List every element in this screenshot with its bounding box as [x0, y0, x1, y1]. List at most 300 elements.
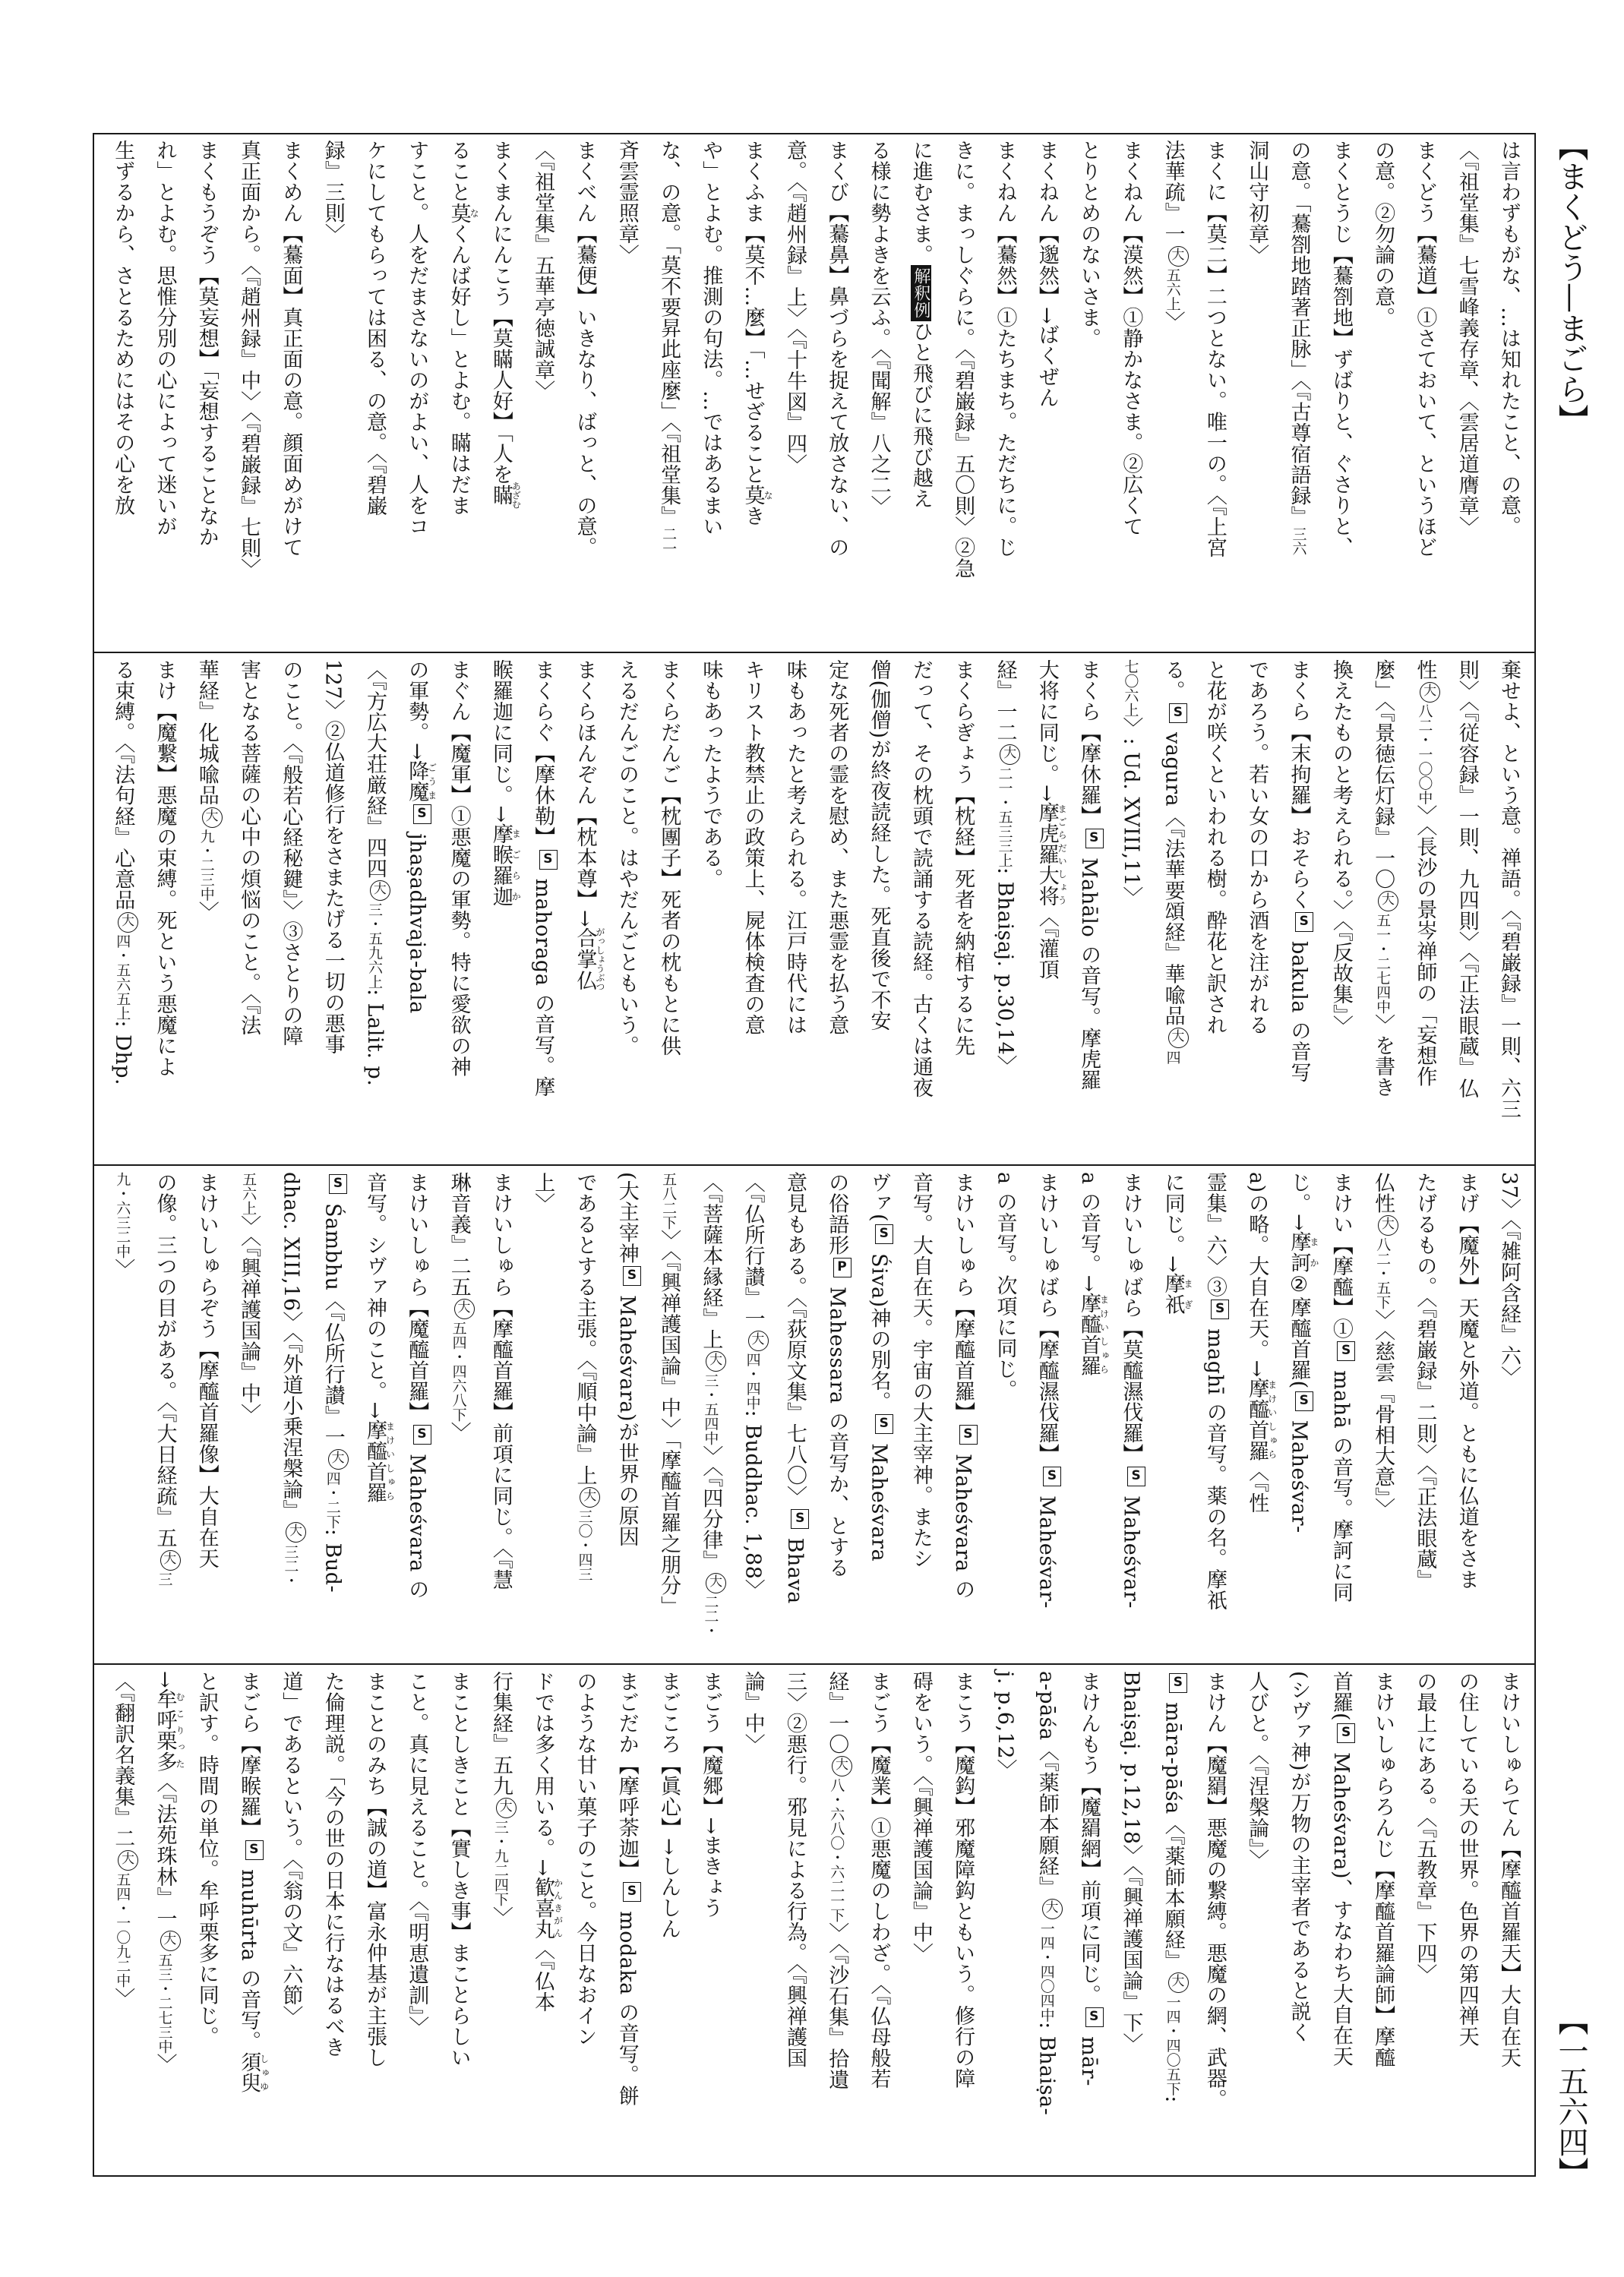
- ruby-word: [405, 760, 438, 803]
- reference-numerals: 二一・五三三上: [996, 766, 1013, 867]
- text-column: [605, 1671, 647, 2174]
- text-column: や」とよむ。推測の句法。…ではあるまい: [699, 140, 723, 537]
- text-column: たげるもの。〈『碧巌録』二則〉〈『正法眼蔵』: [1413, 1172, 1437, 1590]
- text-column: のこと。〈『般若心経秘鍵』〉③さとりの障: [279, 659, 303, 1047]
- ruby-word: [1245, 1377, 1278, 1461]
- text-column: まけいしゅらてん【摩醯首羅天】大自在天: [1497, 1671, 1521, 2068]
- text-run: であるとする主張。〈『順中論』上: [573, 1172, 597, 1486]
- text-run: まけいしゅばら【摩醯濕伐羅】: [1035, 1172, 1059, 1464]
- ruby-base: 歓喜丸: [531, 1876, 555, 1940]
- text-run: ドでは多く用いる。→: [531, 1671, 555, 1877]
- ruby-reading: かんきがん: [552, 1876, 564, 1940]
- text-run: : Dhp.: [111, 1020, 135, 1086]
- ruby-reading: な: [469, 202, 480, 223]
- ruby-word: [447, 202, 480, 224]
- language-marker: S: [1211, 1300, 1229, 1319]
- text-column: [731, 140, 773, 651]
- text-column: る様に勢よきを云ふ。〈『聞解』八之二〉: [867, 140, 891, 516]
- text-column: [1278, 659, 1319, 1164]
- text-column: とりとめのないさま。: [1077, 140, 1101, 349]
- ruby-base: 須臾: [237, 2051, 261, 2094]
- reference-numerals: 三六: [1290, 526, 1307, 556]
- text-run: 音写。シヴァ神のこと。→: [362, 1172, 387, 1420]
- taisho-marker: 大: [160, 1931, 181, 1951]
- ruby-base: 摩醯首羅: [362, 1419, 387, 1503]
- ruby-word: [531, 1876, 564, 1940]
- text-run: : Buddhac. 1,88〉: [741, 1410, 765, 1600]
- text-column: 真正面から。〈『趙州録』中〉〈『碧巌録』七則〉: [237, 140, 261, 580]
- text-run: 首羅(: [1329, 1671, 1353, 1722]
- language-marker: S: [413, 1425, 431, 1445]
- text-run: Maheśvara: [867, 1436, 891, 1562]
- text-column: まことのみち【誠の道】富永仲基が主張し: [362, 1671, 387, 2068]
- text-column: [1152, 1172, 1193, 1663]
- reference-numerals: 一四・四〇四中: [1038, 1921, 1055, 2023]
- text-run: の俗語形: [825, 1172, 849, 1255]
- gloss-label: 解釈例: [911, 265, 931, 321]
- text-run: →: [153, 1671, 177, 1689]
- ruby-word: [573, 927, 605, 991]
- taisho-marker: 大: [1420, 682, 1440, 703]
- text-column: [1194, 1172, 1236, 1663]
- ruby-reading: がっしょうぶつ: [594, 927, 605, 991]
- text-column: [354, 1172, 396, 1663]
- reference-numerals: 七〇六上: [1122, 659, 1139, 717]
- text-column: キリスト教禁止の政策上、屍体検査の意: [741, 659, 765, 1035]
- taisho-marker: 大: [454, 1299, 475, 1319]
- language-marker: S: [1085, 829, 1104, 848]
- text-run: まくら【末拘羅】おそらく: [1287, 659, 1311, 910]
- taisho-marker: 大: [202, 807, 223, 828]
- ruby-word: [1077, 1292, 1110, 1376]
- text-column: まくめん【驀面】真正面の意。顔面めがけて: [279, 140, 303, 557]
- entry-band-3: [99, 1167, 1530, 1663]
- reference-numerals: 五六上: [1164, 267, 1181, 311]
- text-column: まくもうぞう【莫妄想】「妄想することなか: [194, 140, 219, 548]
- text-column: 道」であるという。〈『翁の文』六節〉: [279, 1671, 303, 2026]
- text-run: の軍勢。→: [405, 659, 429, 761]
- language-marker: S: [1127, 1467, 1145, 1486]
- ruby-word: [1035, 802, 1068, 907]
- text-run: ひと飛びに飛び越え: [908, 321, 933, 509]
- text-column: 碍をいう。〈『興禅護国論』中〉: [908, 1671, 933, 1964]
- text-run: Maheśvara)が世界の原因: [615, 1288, 639, 1547]
- text-run: a)の略。大自在天。→: [1245, 1172, 1269, 1378]
- text-run: 〈『仏本: [531, 1939, 555, 2013]
- reference-numerals: 九・六三二中: [114, 1172, 131, 1259]
- text-run: 〈『法苑珠林』一: [153, 1772, 177, 1929]
- text-column: た倫理説。「今の世の日本に行なはるべき: [321, 1671, 345, 2058]
- text-column: 意。〈『趙州録』上〉〈『十牛図』四〉: [782, 140, 807, 475]
- text-column: まことしきこと【實しき事】まことらしい: [447, 1671, 471, 2068]
- ruby-base: 瞞: [488, 481, 513, 509]
- text-column: [1025, 1671, 1067, 2174]
- text-run: 経』一二: [993, 659, 1017, 743]
- text-column: であろう。若い女の口から酒を注がれる: [1245, 659, 1269, 1035]
- text-column: [1362, 1172, 1404, 1663]
- text-column: [228, 1172, 270, 1663]
- text-run: 〉: [447, 1422, 471, 1443]
- text-column: まけ【魔繋】悪魔の束縛。死という悪魔によ: [153, 659, 177, 1077]
- text-run: 〉〈慈雲『骨相大意』〉: [1371, 1309, 1395, 1519]
- text-column: [480, 1671, 522, 2174]
- text-run: じ。→: [1287, 1172, 1311, 1232]
- text-run: に同じ。→: [1161, 1172, 1185, 1274]
- text-run: 〉を書き: [1371, 1014, 1395, 1097]
- text-column: のような甘い菓子のこと。今日なおイン: [573, 1671, 597, 2047]
- text-run: 〉〈『沙石集』拾遺: [825, 1922, 849, 2090]
- text-column: (シヴァ神)が万物の主宰者であると説く: [1287, 1671, 1311, 2043]
- text-column: [648, 1172, 690, 1663]
- language-marker: S: [1295, 1391, 1313, 1411]
- text-column: まごう【魔郷】→まきょう: [699, 1671, 723, 1919]
- text-run: る。: [1161, 659, 1185, 701]
- text-run: な、の意。「莫不要昇此座麼」〈『祖堂集』: [657, 140, 681, 527]
- text-run: 〉: [153, 2053, 177, 2075]
- text-run: くんば好し」とよむ。瞞はだま: [447, 223, 471, 516]
- text-column: まくに【莫二】二つとない。唯一の。〈『上宮: [1202, 140, 1227, 558]
- ruby-base: 摩訶: [1287, 1231, 1311, 1274]
- text-column: [648, 140, 690, 651]
- text-column: きに。まっしぐらに。〈『碧巌録』五〇則〉②急: [951, 140, 975, 579]
- text-column: [438, 140, 479, 651]
- text-run: a-pāśa〈『薬師本願経』: [1035, 1671, 1059, 1898]
- ruby-word: [1287, 1231, 1320, 1274]
- language-marker: S: [959, 1425, 978, 1445]
- ruby-base: 合掌仏: [573, 927, 597, 991]
- text-run: :: [1161, 2095, 1185, 2103]
- text-column: だって、その枕頭で読誦する読経。古くは通夜: [908, 659, 933, 1098]
- language-marker: S: [791, 1509, 809, 1529]
- text-run: ること: [447, 140, 471, 203]
- text-column: [1068, 659, 1110, 1164]
- text-column: まくねん【驀然】①たちまち。ただちに。じ: [993, 140, 1017, 557]
- text-column: 〈『祖堂集』五華亭徳誠章〉: [531, 140, 555, 401]
- text-run: まくふま【莫不…麼】「…せざること: [741, 140, 765, 485]
- text-run: Mahālo の音写。摩虎羅: [1077, 851, 1101, 1091]
- text-column: [816, 1671, 858, 2174]
- ruby-base: 摩祇: [1161, 1273, 1185, 1315]
- text-column: ケにしてもらっては困る、の意。〈『碧巌: [362, 140, 387, 516]
- text-column: 三〉②悪行。邪見による行為。〈『興禅護国: [782, 1671, 807, 2068]
- text-column: [1404, 659, 1445, 1164]
- text-column: まくらぎょう【枕経】死者を納棺するに先: [951, 659, 975, 1056]
- text-run: 〈『性: [1245, 1461, 1269, 1514]
- language-marker: S: [623, 1266, 641, 1286]
- text-run: に進むさま。: [908, 140, 933, 265]
- entry-band-2: [99, 655, 1530, 1164]
- text-run: まけい【摩醯】①: [1329, 1172, 1353, 1339]
- text-run: ヴァ(: [867, 1172, 891, 1223]
- text-column: [1320, 1172, 1362, 1663]
- text-run: 〉〈『四分律』: [699, 1445, 723, 1571]
- ruby-word: [237, 2051, 270, 2094]
- reference-numerals: 八二・一〇〇中: [1416, 703, 1433, 805]
- text-run: 〉〈『興禅護国論』中〉: [237, 1215, 261, 1425]
- ruby-word: [488, 481, 522, 509]
- text-column: [102, 659, 144, 1164]
- text-column: [564, 1172, 605, 1663]
- text-column: [522, 659, 564, 1164]
- text-column: 人びと。〈『涅槃論』〉: [1245, 1671, 1269, 1870]
- text-run: 〈『菩薩本縁経』上: [699, 1172, 723, 1350]
- text-run: : Bud-: [321, 1528, 345, 1593]
- text-run: māra-pāśa〈『薬師本願経』: [1161, 1695, 1185, 1972]
- band-divider: [93, 1164, 1536, 1166]
- language-marker: S: [1337, 1723, 1355, 1743]
- text-run: まくらぐ【摩休勒】: [531, 659, 555, 848]
- text-run: dhac. XIII,16〉〈『外道小乗涅槃論』: [279, 1172, 303, 1521]
- text-run: Bhava: [782, 1530, 807, 1604]
- text-run: Maheśvara)、すなわち大自在天: [1329, 1745, 1353, 2067]
- reference-numerals: 八二・五下: [1374, 1237, 1392, 1309]
- text-column: [311, 1172, 353, 1663]
- text-run: 〉: [488, 1906, 513, 1928]
- reference-numerals: 五四・四六八下: [450, 1321, 467, 1422]
- reference-numerals: 三・五九六上: [365, 902, 383, 989]
- text-run: bakula の音写: [1287, 934, 1311, 1083]
- ruby-reading: まごらか: [510, 823, 522, 907]
- running-head: 【まくどう—まごら】: [1553, 131, 1588, 434]
- text-column: まげ【魔外】天魔と外道。ともに仏道をさま: [1455, 1172, 1479, 1590]
- entry-band-1: [99, 135, 1530, 651]
- taisho-marker: 大: [1168, 1028, 1189, 1048]
- text-run: の意。「驀劄地踏著正脉」〈『古尊宿語録』: [1287, 140, 1311, 527]
- taisho-marker: 大: [580, 1487, 600, 1508]
- text-run: Maheśvar-: [1035, 1489, 1059, 1609]
- reference-numerals: 二二・: [702, 1594, 719, 1638]
- ruby-base: 摩醯首羅: [1245, 1377, 1269, 1461]
- reference-numerals: 三二・: [282, 1544, 299, 1588]
- reference-numerals: 二一: [660, 526, 678, 556]
- text-run: mahā の音写。摩訶に同: [1329, 1363, 1353, 1603]
- ruby-reading: むこりった: [175, 1688, 185, 1773]
- text-run: 〉: [111, 1988, 135, 2009]
- ruby-base: 摩虎羅大将: [1035, 802, 1059, 907]
- ruby-reading: まぎ: [1183, 1273, 1194, 1315]
- text-column: こと。真に見えること。〈『明恵遺訓』〉: [405, 1671, 429, 2037]
- reference-numerals: 三: [156, 1571, 173, 1587]
- text-column: [228, 1671, 270, 2174]
- text-column: [480, 140, 522, 651]
- text-column: まごう【魔業】①悪魔のしわざ。〈『仏母般若: [867, 1671, 891, 2089]
- taisho-marker: 大: [748, 1331, 769, 1351]
- text-column: [690, 1172, 731, 1663]
- language-marker: S: [1169, 1673, 1187, 1693]
- reference-numerals: 三〇・四三: [576, 1509, 593, 1581]
- ruby-word: [362, 1419, 396, 1503]
- language-marker: S: [1337, 1341, 1355, 1361]
- text-column: [1068, 1172, 1110, 1663]
- text-column: 生ずるから、さとるためにはその心を放: [111, 140, 135, 516]
- text-run: まくら【摩休羅】: [1077, 659, 1101, 826]
- text-column: [1152, 659, 1193, 1164]
- text-column: 味もあったようである。: [699, 659, 723, 889]
- text-column: まけいしゅらろんじ【摩醯首羅論師】摩醯: [1371, 1671, 1395, 2068]
- ruby-word: [153, 1688, 185, 1773]
- taisho-marker: 大: [496, 1798, 517, 1818]
- text-column: の住している天の世界。色界の第四禅天: [1455, 1671, 1479, 2047]
- taisho-marker: 大: [118, 1850, 138, 1871]
- text-column: [144, 1671, 185, 2174]
- ruby-base: 降魔: [405, 760, 429, 803]
- page-number: 【一五六四】: [1553, 2005, 1588, 2187]
- taisho-marker: 大: [328, 1449, 349, 1470]
- text-column: 換えたものと考えられる。〉〈『反故集』〉: [1329, 659, 1353, 1036]
- language-marker: S: [329, 1174, 347, 1194]
- text-run: : Lalit. p.: [362, 989, 387, 1087]
- text-column: 上〉: [531, 1172, 555, 1214]
- text-run: Maheśvara の: [405, 1447, 429, 1600]
- text-run: muhūrta の音写。: [237, 1862, 261, 2052]
- text-column: まくどう【驀道】①さておいて、というほど: [1413, 140, 1437, 557]
- language-marker: S: [875, 1414, 893, 1434]
- taisho-marker: 大: [1168, 1972, 1189, 1993]
- text-column: [816, 1172, 858, 1663]
- text-run: まけいしゅばら【莫醯濕伐羅】: [1119, 1172, 1143, 1464]
- reference-numerals: 四・二下: [324, 1470, 341, 1529]
- text-run: jhaṣadhvaja-bala: [405, 826, 429, 1014]
- reference-numerals: 四・四中: [744, 1352, 761, 1410]
- text-run: mār-: [1077, 2029, 1101, 2086]
- taisho-marker: 大: [832, 1756, 852, 1776]
- text-column: 則〉〈『従容録』一則、九四則〉〈『正法眼蔵』仏: [1455, 659, 1479, 1099]
- text-column: [731, 1172, 773, 1663]
- text-column: れ」とよむ。思惟分別の心によって迷いが: [153, 140, 177, 537]
- ruby-reading: まけいしゅら: [1266, 1377, 1278, 1461]
- language-marker: S: [539, 850, 558, 870]
- text-run: 〈『方広大荘厳経』四四: [362, 659, 387, 879]
- ruby-base: 牟呼栗多: [153, 1688, 177, 1773]
- text-run: 睺羅迦に同じ。→: [488, 659, 513, 823]
- text-column: [144, 1172, 185, 1663]
- text-column: [438, 1172, 479, 1663]
- ruby-base: 摩睺羅迦: [488, 823, 513, 907]
- ruby-base: 摩醯首羅: [1077, 1292, 1101, 1376]
- text-column: まくねん【漠然】①静かなさま。②広くて: [1119, 140, 1143, 537]
- taisho-marker: 大: [160, 1550, 181, 1571]
- taisho-marker: 大: [706, 1351, 726, 1372]
- ruby-reading: しゅゆ: [258, 2051, 270, 2094]
- text-column: [1152, 140, 1193, 651]
- text-column: と花が咲くといわれる樹。酔花と訳され: [1202, 659, 1227, 1035]
- ruby-reading: まごらだいしょう: [1057, 802, 1068, 907]
- text-column: まけいしゅらぞう【摩醯首羅像】大自在天: [194, 1172, 219, 1569]
- text-column: まけいしゅら【摩醯首羅】前項に同じ。〈『慧: [488, 1172, 513, 1590]
- text-run: ②摩醯首羅(: [1287, 1273, 1311, 1389]
- text-column: [984, 659, 1025, 1164]
- language-marker: S: [1295, 912, 1313, 932]
- text-run: 〉: [1161, 311, 1185, 332]
- text-run: まごだか【摩呼荼迦】: [615, 1671, 639, 1880]
- reference-numerals: 三・五四中: [702, 1373, 719, 1445]
- taisho-marker: 大: [1378, 891, 1398, 911]
- reference-numerals: 五八二下: [660, 1172, 678, 1230]
- text-column: は言わずもがな、…は知れたこと、の意。: [1497, 140, 1521, 537]
- text-run: Śiva)神の別名。: [867, 1246, 891, 1413]
- language-marker: S: [623, 1882, 641, 1902]
- text-column: [900, 140, 942, 651]
- text-run: 経』一〇: [825, 1671, 849, 1754]
- taisho-marker: 大: [370, 880, 390, 901]
- text-column: a の音写。次項に同じ。: [993, 1172, 1017, 1401]
- text-column: まけん【魔羂】悪魔の繋縛。悪魔の網、武器。: [1202, 1671, 1227, 2110]
- text-column: まくとうじ【驀劄地】ずばりと、ぐさりと、: [1329, 140, 1353, 557]
- text-run: まくらほんぞん【枕本尊】→: [573, 659, 597, 928]
- text-column: [564, 659, 605, 1164]
- text-column: 味もあったと考えられる。江戸時代には: [782, 659, 807, 1035]
- text-run: まけいしゅら【摩醯首羅】: [951, 1172, 975, 1423]
- text-column: [1278, 140, 1319, 651]
- text-run: mahoraga の音写。摩: [531, 871, 555, 1097]
- ruby-base: 莫: [447, 202, 471, 223]
- language-marker: S: [245, 1840, 264, 1860]
- text-column: [102, 1172, 144, 1663]
- language-marker: S: [1085, 2007, 1104, 2027]
- text-run: : Bhaiṣaj. p.30,14〉: [993, 867, 1017, 1076]
- language-marker: P: [833, 1258, 851, 1277]
- text-run: 霊集』六〉③: [1202, 1172, 1227, 1297]
- text-run: Maheśvara の: [951, 1447, 975, 1600]
- text-column: 斉雲霊照章〉: [615, 140, 639, 265]
- text-column: まくべん【驀便】いきなり、ばっと、の意。: [573, 140, 597, 557]
- text-column: [774, 1172, 816, 1663]
- text-column: 論』中〉: [741, 1671, 765, 1754]
- text-run: まけいしゅら【魔醯首羅】: [405, 1172, 429, 1423]
- band-divider: [93, 1663, 1536, 1665]
- text-run: 〈『仏所行讃』一: [741, 1172, 765, 1329]
- text-column: [1278, 1172, 1319, 1663]
- text-column: [1320, 1671, 1362, 2174]
- text-column: まごころ【眞心】→しんしん: [657, 1671, 681, 1940]
- reference-numerals: 五一・二七四中: [1374, 913, 1392, 1014]
- ruby-reading: な: [763, 485, 774, 506]
- text-column: まぐん【魔軍】①悪魔の軍勢。特に愛欲の神: [447, 659, 471, 1077]
- text-column: まこう【魔鈎】邪魔障鈎ともいう。修行の障: [951, 1671, 975, 2089]
- text-column: Bhaiṣaj. p.12,18〉〈『興禅護国論』下〉: [1119, 1671, 1143, 2054]
- language-marker: S: [1169, 703, 1187, 723]
- text-column: [1110, 659, 1152, 1164]
- text-column: 害となる菩薩の心中の煩悩のこと。〈『法: [237, 659, 261, 1036]
- text-column: [858, 1172, 899, 1663]
- text-column: 音写。大自在天。宇宙の大主宰神。またシ: [908, 1172, 933, 1569]
- text-column: [270, 1172, 311, 1663]
- ruby-word: [1161, 1273, 1194, 1315]
- text-column: 僧(伽僧)が終夜読経した。死直後で不安: [867, 659, 891, 1031]
- text-run: vagura〈『法華要頌経』華喩品: [1161, 725, 1185, 1027]
- text-column: まくらだんご【枕團子】死者の枕もとに供: [657, 659, 681, 1056]
- taisho-marker: 大: [118, 912, 138, 933]
- text-run: 麼」〈『景徳伝灯録』一〇: [1371, 659, 1395, 889]
- text-run: 〈『灌頂: [1035, 906, 1059, 981]
- text-run: modaka の音写。餅: [615, 1904, 639, 2107]
- text-column: の最上にある。〈『五教章』下四〉: [1413, 1671, 1437, 1985]
- ruby-word: [488, 823, 522, 907]
- taisho-marker: 大: [1000, 744, 1020, 765]
- text-column: [480, 659, 522, 1164]
- text-column: [1152, 1671, 1193, 2174]
- text-run: Śambhu〈『仏所行讃』一: [321, 1196, 345, 1448]
- text-run: 行集経』五九: [488, 1671, 513, 1796]
- text-run: 華経』化城喩品: [194, 659, 219, 806]
- text-column: [942, 1172, 984, 1663]
- text-column: えるだんごのこと。はやだんごともいう。: [615, 659, 639, 1056]
- text-run: る束縛。〈『法句経』心意品: [111, 659, 135, 911]
- text-column: [1236, 1172, 1278, 1663]
- ruby-reading: まけいしゅら: [1098, 1292, 1110, 1376]
- text-run: 〉: [111, 1259, 135, 1280]
- text-run: Maheśvar-: [1119, 1489, 1143, 1609]
